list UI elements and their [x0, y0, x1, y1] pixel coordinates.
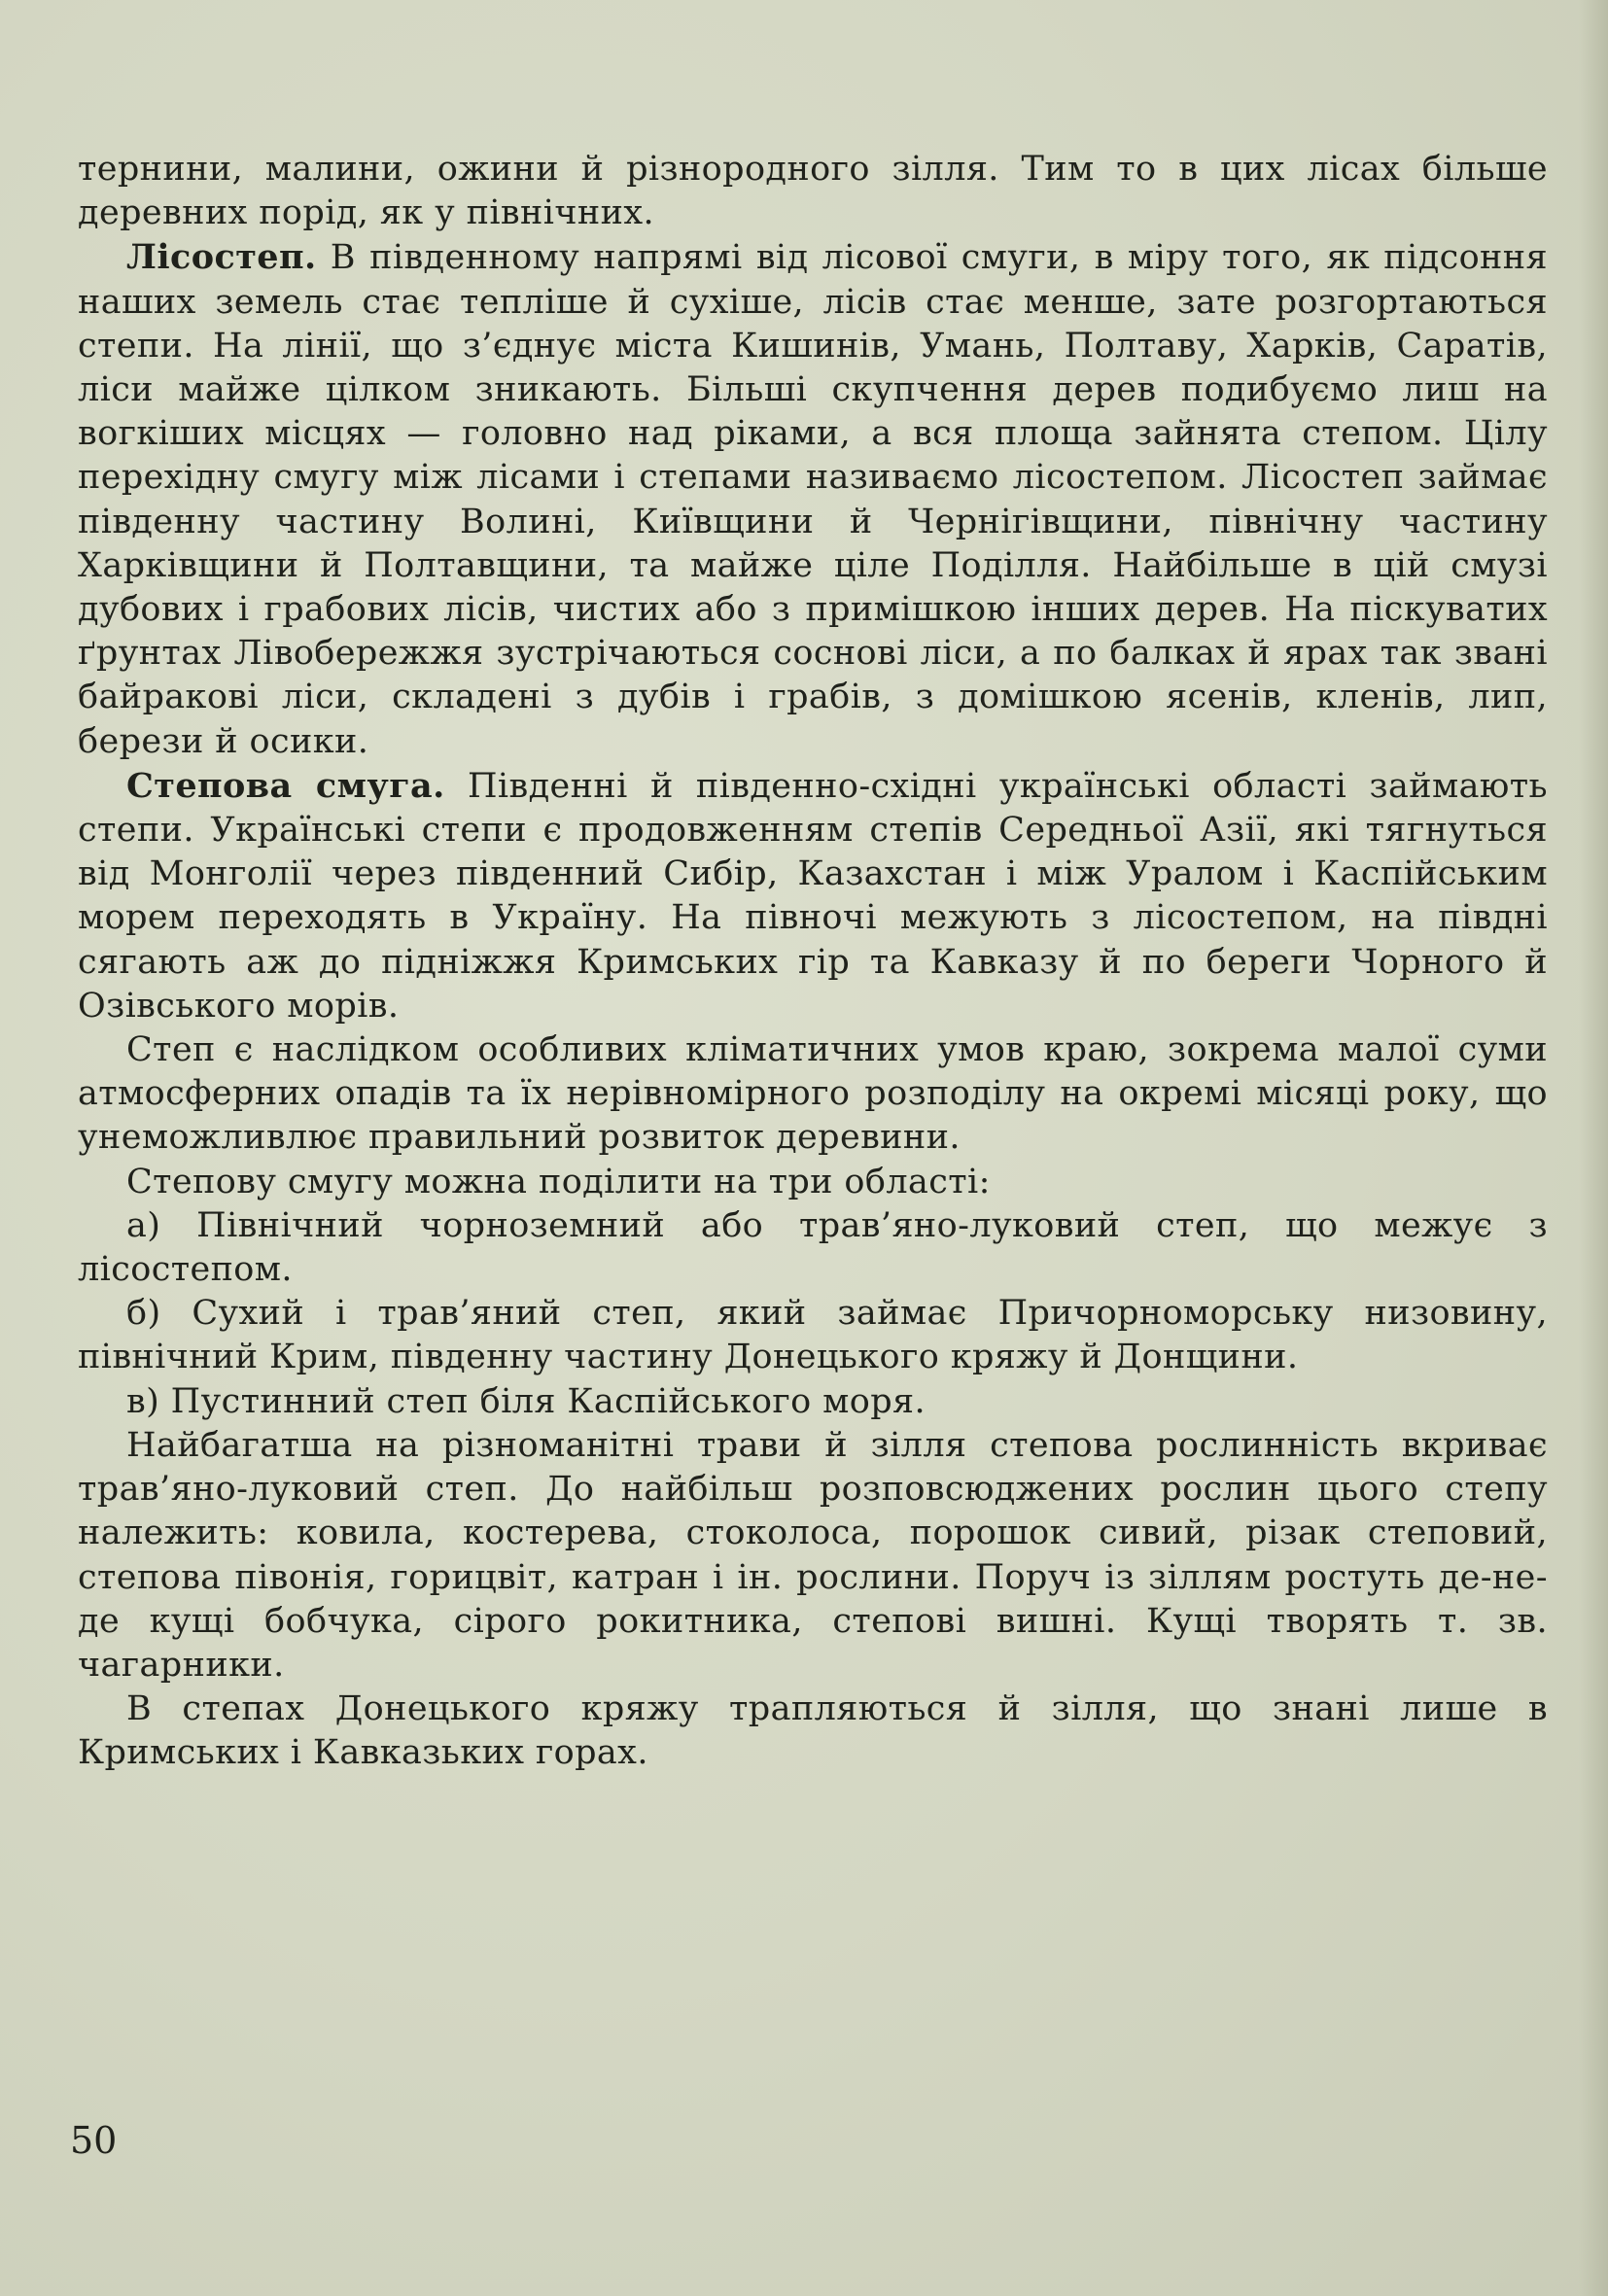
- page-edge-shadow: [1579, 0, 1608, 2296]
- list-item-c: [78, 1380, 1548, 1424]
- page-number: 50: [70, 2119, 118, 2162]
- paragraph-steppe-vegetation: [78, 1424, 1548, 1687]
- paragraph-steppe-zone: [78, 764, 1548, 1028]
- paragraph-text: б) Сухий і трав’яний степ, який займає Причорноморську низовину, північний Крим, південну частину Донецького кряжу й Донщини.: [78, 1294, 1548, 1377]
- paragraph-text: Степову смугу можна поділити на три області:: [126, 1162, 991, 1201]
- list-item-b: [78, 1292, 1548, 1379]
- paragraph-text: Степ є наслідком особливих кліматичних умов краю, зокрема малої суми атмосферних опадів та їх нерівномірного розподілу на окремі місяці року, що унеможливлює правильний розвиток деревини.: [78, 1030, 1548, 1158]
- paragraph-steppe-climate: [78, 1028, 1548, 1161]
- paragraph-steppe-division: [78, 1161, 1548, 1204]
- paragraph-text: В степах Донецького кряжу трапляються й зілля, що знані лише в Кримських і Кавказьких горах.: [78, 1689, 1548, 1773]
- paragraph-continuation: [78, 148, 1548, 235]
- paragraph-text: а) Північний чорноземний або трав’яно-луковий степ, що межує з лісостепом.: [78, 1205, 1548, 1290]
- paragraph-text: тернини, малини, ожини й різнородного зілля. Тим то в цих лісах більше деревних порід, як у північних.: [78, 150, 1548, 233]
- section-heading-forest-steppe: Лісостеп.: [126, 237, 317, 278]
- paragraph-donets-ridge: [78, 1687, 1548, 1775]
- paragraph-text: Найбагатша на різноманітні трави й зілля степова рослинність вкриває трав’яно-луковий степ. До найбільш розповсюджених рослин цього степу належить: ковила, костерева, стоколоса, порошок сивий, різак степовий, степова півонія, горицвіт, катран і ін. рослини. Поруч із зіллям ростуть де-не-де кущі бобчука, сірого рокитника, степові вишні. Кущі творять т. зв. чагарники.: [78, 1425, 1548, 1685]
- paragraph-forest-steppe: [78, 235, 1548, 763]
- paragraph-text: Південні й південно-східні українські області займають степи. Українські степи є продовженням степів Середньої Азії, які тягнуться від Монголії через південний Сибір, Казахстан і між Уралом і Каспійським морем переходять в Україну. На півночі межують з лісостепом, на півдні сягають аж до підніжжя Кримських гір та Кавказу й по береги Чорного й Озівського морів.: [78, 766, 1548, 1026]
- paragraph-text: в) Пустинний степ біля Каспійського моря.: [126, 1381, 926, 1421]
- paragraph-text: В південному напрямі від лісової смуги, в міру того, як підсоння наших земель стає тепліше й сухіше, лісів стає менше, зате розгортаються степи. На лінії, що з’єднує міста Кишинів, Умань, Полтаву, Харків, Саратів, ліси майже цілком зникають. Більші скупчення дерев подибуємо лиш на вогкіших місцях — головно над ріками, а вся площа зайнята степом. Цілу перехідну смугу між лісами і степами називаємо лісостепом. Лісостеп займає південну частину Волині, Київщини й Чернігівщини, північну частину Харківщини й Полтавщини, та майже ціле Поділля. Найбільше в цій смузі дубових і грабових лісів, чистих або з примішкою інших дерев. На піскуватих ґрунтах Лівобережжя зустрічаються соснові ліси, а по балках й ярах так звані байракові ліси, складені з дубів і грабів, з домішкою ясенів, кленів, лип, берези й осики.: [78, 238, 1548, 761]
- body-text: [78, 148, 1548, 1776]
- section-heading-steppe-zone: Степова смуга.: [126, 765, 445, 806]
- list-item-a: [78, 1204, 1548, 1292]
